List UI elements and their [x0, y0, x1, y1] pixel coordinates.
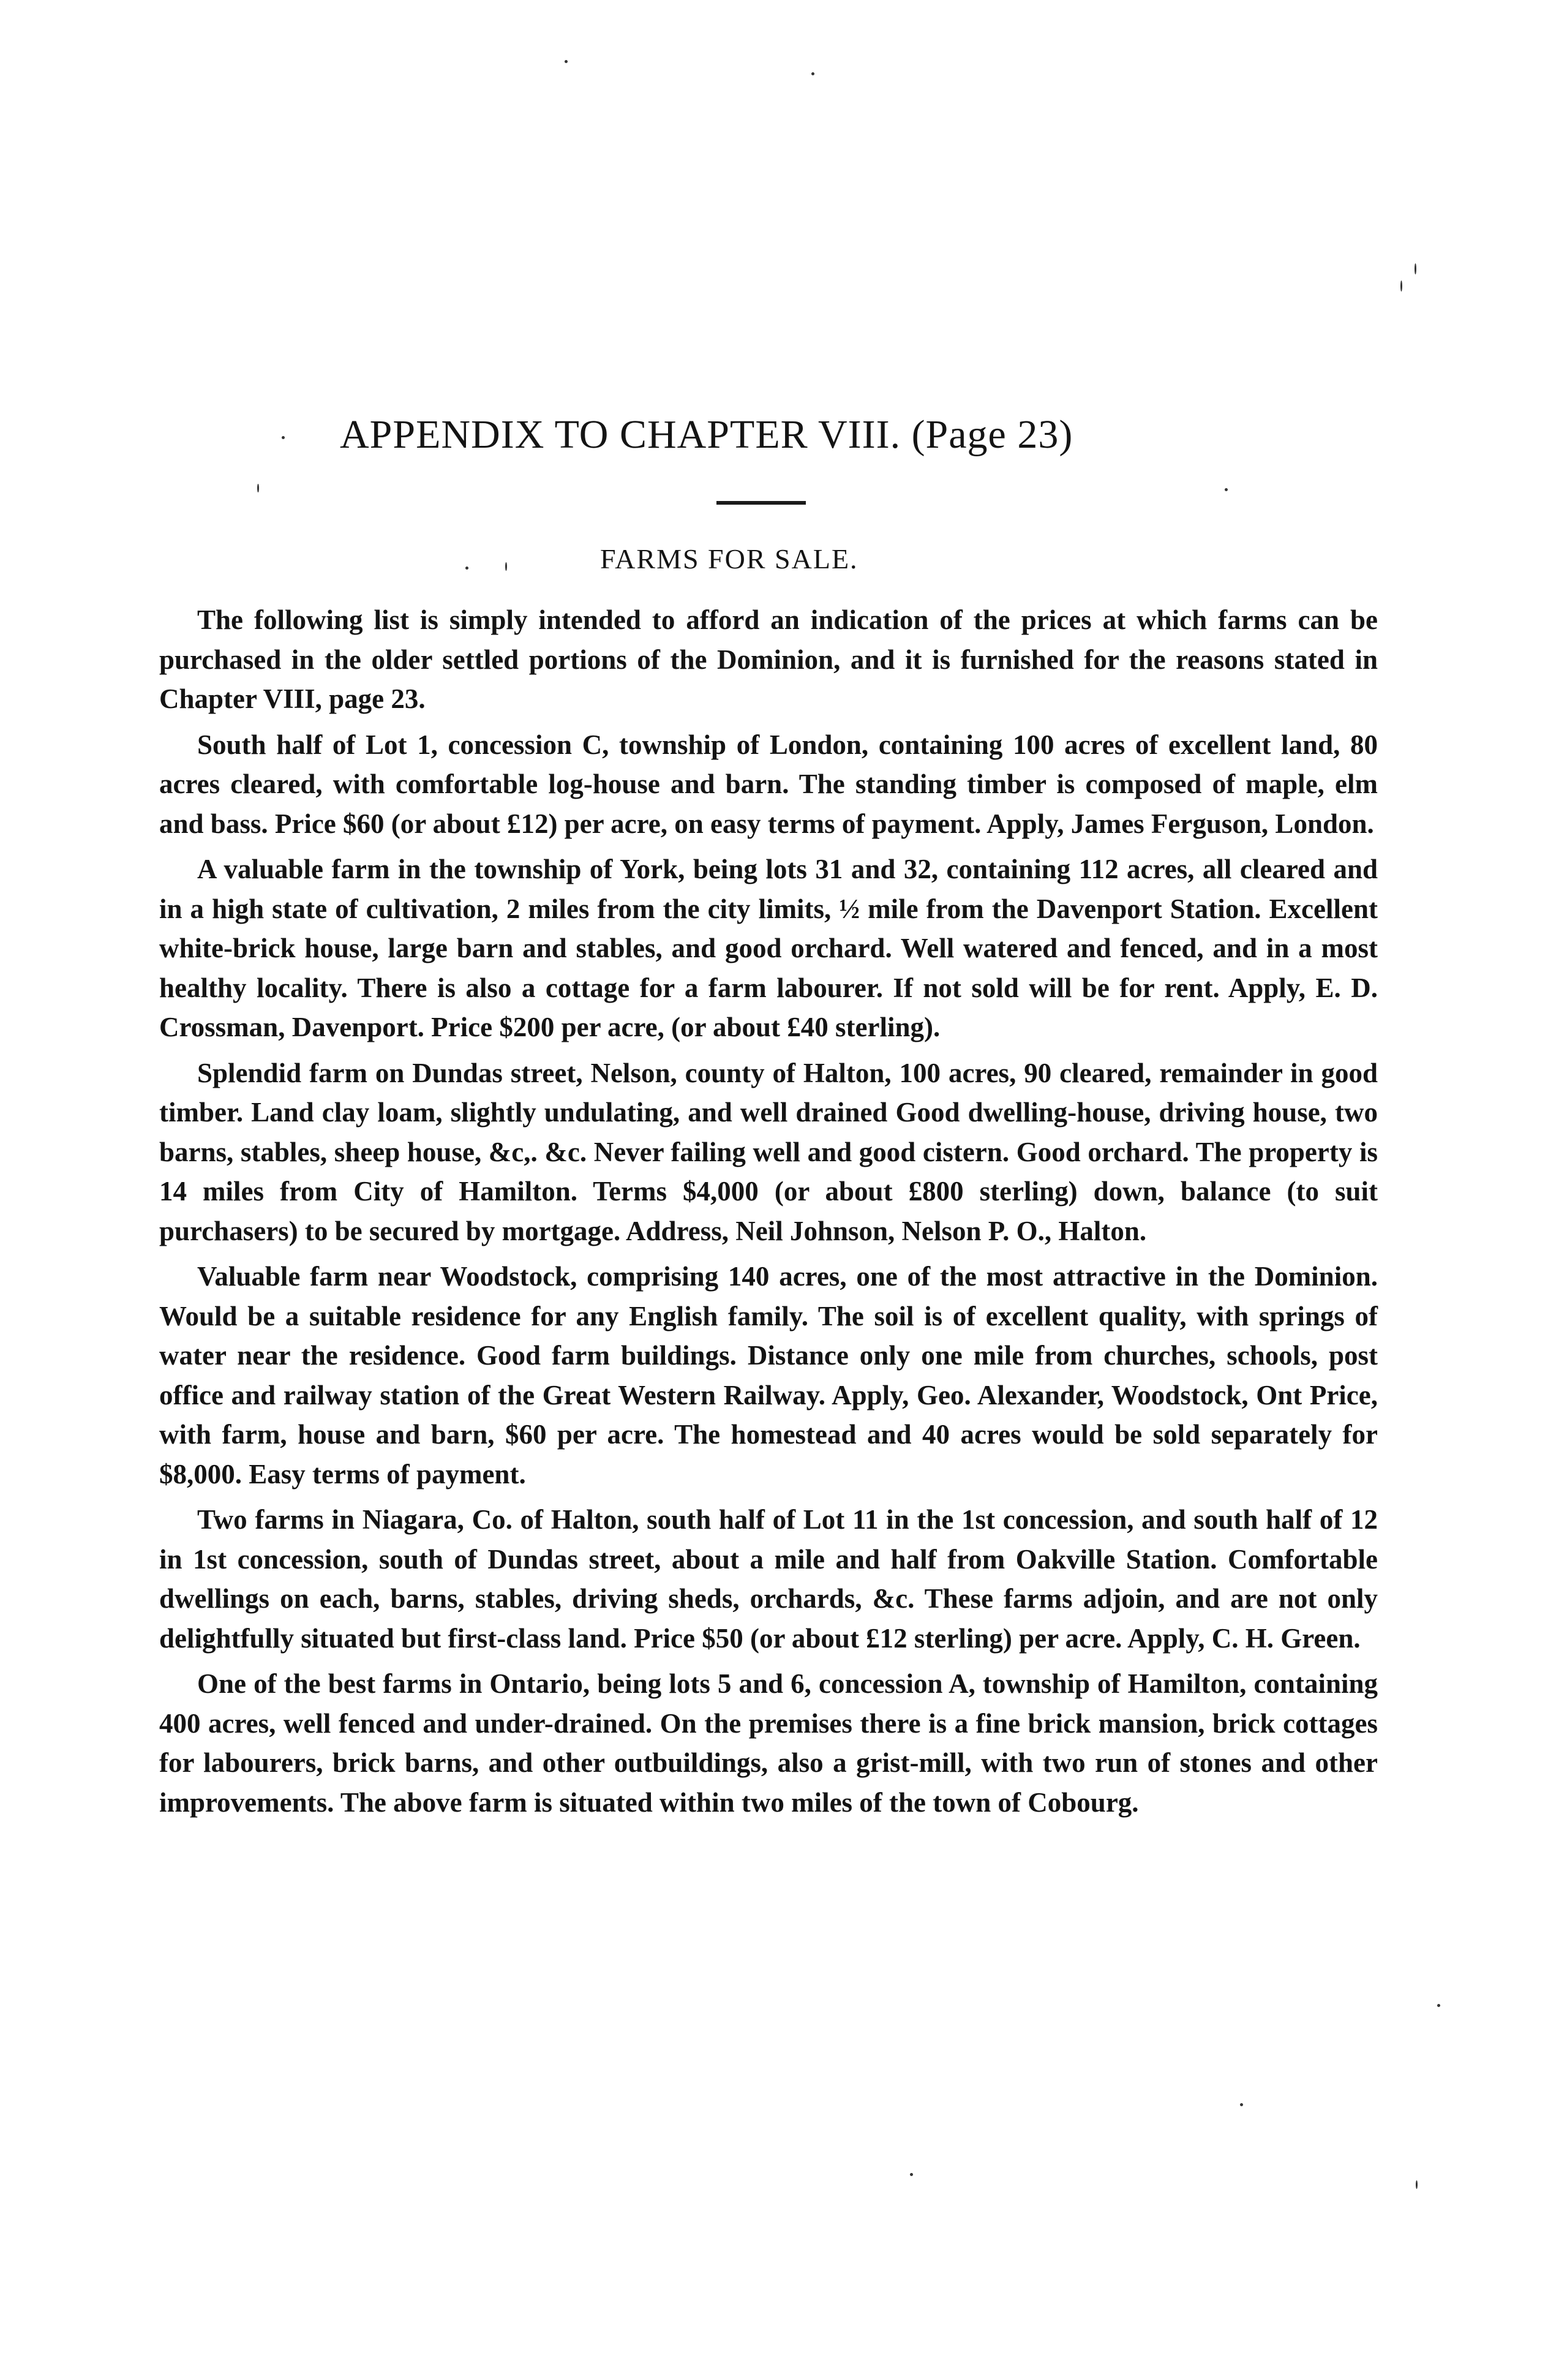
scan-speck	[257, 484, 259, 492]
paragraph-intro: The following list is simply intended to afford an indication of the prices at which farms can be purchased in the older settled portions of the Dominion, and it is furnished for the reasons stated in Chapter VIII, page 23.	[159, 604, 1378, 714]
scan-speck	[811, 72, 814, 75]
paragraph-woodstock-farm: Valuable farm near Woodstock, comprising 140 acres, one of the most attractive in the Dominion. Would be a suitable residence for any English family. The soil is of excellent quality, with springs of water near the residence. Good farm buildings. Distance only one mile from churches, schools, post office and railway station of the Great Western Railway. Apply, Geo. Alexander, Woodstock, Ont Price, with farm, house and barn, $60 per acre. The homestead and 40 acres would be sold separately for $8,000. Easy terms of payment.	[159, 1261, 1378, 1489]
scan-speck	[1225, 488, 1228, 491]
scan-speck	[1415, 263, 1416, 274]
body-text	[159, 600, 1378, 1828]
scan-speck	[1437, 2004, 1440, 2007]
section-heading: FARMS FOR SALE.	[600, 543, 859, 574]
scan-speck	[465, 567, 468, 570]
page-title: APPENDIX TO CHAPTER VIII. (Page 23)	[340, 412, 1073, 457]
paragraph-london-farm: South half of Lot 1, concession C, township of London, containing 100 acres of excellent land, 80 acres cleared, with comfortable log-house and barn. The standing timber is composed of maple, elm and bass. Price $60 (or about £12) per acre, on easy terms of payment. Apply, James Ferguson, London.	[159, 729, 1378, 839]
scan-speck	[505, 562, 507, 571]
paragraph-hamilton-farm: One of the best farms in Ontario, being lots 5 and 6, concession A, township of Hamilton, containing 400 acres, well fenced and under-drained. On the premises there is a fine brick mansion, brick cottages for labourers, brick barns, and other outbuildings, also a grist-mill, with two run of stones and other improvements. The above farm is situated within two miles of the town of Cobourg.	[159, 1668, 1378, 1818]
paragraph-nelson-farm: Splendid farm on Dundas street, Nelson, county of Halton, 100 acres, 90 cleared, remainder in good timber. Land clay loam, slightly undulating, and well drained Good dwelling-house, driving house, two barns, stables, sheep house, &c,. &c. Never failing well and good cistern. Good orchard. The property is 14 miles from City of Hamilton. Terms $4,000 (or about £800 sterling) down, balance (to suit purchasers) to be secured by mortgage. Address, Neil Johnson, Nelson P. O., Halton.	[159, 1057, 1378, 1246]
scan-speck	[1400, 281, 1402, 292]
scan-speck	[1416, 2180, 1418, 2189]
scan-speck	[1240, 2103, 1243, 2106]
paragraph-niagara-farms: Two farms in Niagara, Co. of Halton, south half of Lot 11 in the 1st concession, and south half of 12 in 1st concession, south of Dundas street, about a mile and half from Oakville Station. Comfortable dwellings on each, barns, stables, driving sheds, orchards, &c. These farms adjoin, and are not only delightfully situated but first-class land. Price $50 (or about £12 sterling) per acre. Apply, C. H. Green.	[159, 1504, 1378, 1654]
scan-speck	[565, 60, 568, 63]
scan-speck	[282, 436, 285, 439]
scan-speck	[910, 2173, 913, 2176]
paragraph-york-farm: A valuable farm in the township of York, being lots 31 and 32, containing 112 acres, all cleared and in a high state of cultivation, 2 miles from the city limits, ½ mile from the Davenport Station. Excellent white-brick house, large barn and stables, and good orchard. Well watered and fenced, and in a most healthy locality. There is also a cottage for a farm labourer. If not sold will be for rent. Apply, E. D. Crossman, Davenport. Price $200 per acre, (or about £40 sterling).	[159, 854, 1378, 1042]
title-rule	[716, 501, 806, 505]
